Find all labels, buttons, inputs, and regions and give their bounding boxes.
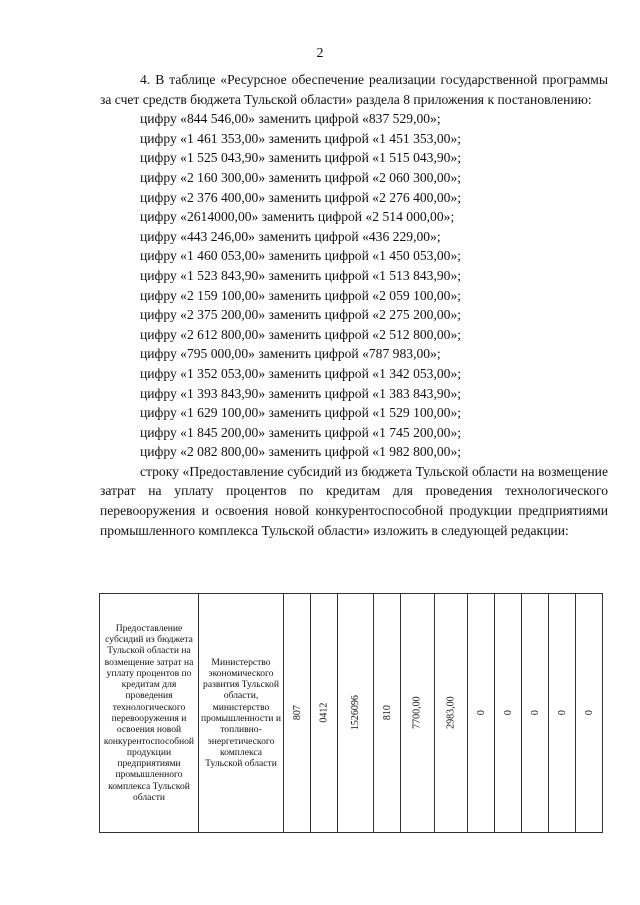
replacement-line: цифру «2 376 400,00» заменить цифрой «2 276 400,00»; bbox=[140, 189, 462, 205]
replacement-line: цифру «1 460 053,00» заменить цифрой «1 450 053,00»; bbox=[140, 248, 462, 264]
replacement-line: цифру «1 461 353,00» заменить цифрой «1 451 353,00»; bbox=[140, 130, 462, 146]
replacement-line: цифру «844 546,00» заменить цифрой «837 529,00»; bbox=[140, 111, 441, 127]
replacement-line: цифру «1 352 053,00» заменить цифрой «1 342 053,00»; bbox=[140, 365, 462, 381]
intro-paragraph: 4. В таблице «Ресурсное обеспечение реализации государственной программы за счет средств бюджета Тульской области» раздела 8 приложения к постановлению: bbox=[100, 72, 608, 107]
code-cell bbox=[338, 594, 374, 833]
code-cell bbox=[311, 594, 338, 833]
program-name-cell bbox=[100, 594, 199, 833]
target-article-code: 1526096 bbox=[349, 695, 361, 731]
replacement-line: цифру «2 082 800,00» заменить цифрой «1 982 800,00»; bbox=[140, 444, 462, 460]
amount-cell bbox=[495, 594, 522, 833]
amount-value: 0 bbox=[475, 710, 487, 716]
section-code: 0412 bbox=[318, 702, 330, 723]
ministry-code: 807 bbox=[291, 705, 303, 721]
amount-value: 0 bbox=[529, 710, 541, 716]
amount-cell bbox=[401, 594, 435, 833]
executor-text: Министерство экономического развития Тульской области, министерство промышленности и топливно-энергетического комплекса Тульской области bbox=[201, 656, 281, 770]
amount-cell bbox=[434, 594, 468, 833]
closing-paragraph: строку «Предоставление субсидий из бюджета Тульской области на возмещение затрат на уплату процентов по кредитам для проведения технологического перевооружения и освоения новой конкурентоспособной продукции предприятиями промышленного комплекса Тульской области» изложить в следующей редакции: bbox=[100, 463, 608, 538]
amount-value: 7700,00 bbox=[411, 696, 423, 730]
replacement-line: цифру «1 629 100,00» заменить цифрой «1 529 100,00»; bbox=[140, 405, 462, 421]
replacement-line: цифру «2 612 800,00» заменить цифрой «2 512 800,00»; bbox=[140, 326, 462, 342]
amount-cell bbox=[468, 594, 495, 833]
replacement-line: цифру «2 159 100,00» заменить цифрой «2 059 100,00»; bbox=[140, 287, 462, 303]
amount-cell bbox=[576, 594, 603, 833]
replacement-line: цифру «1 523 843,90» заменить цифрой «1 513 843,90»; bbox=[140, 267, 462, 283]
replacement-line: цифру «795 000,00» заменить цифрой «787 983,00»; bbox=[140, 346, 441, 362]
amount-cell bbox=[522, 594, 549, 833]
amount-value: 0 bbox=[556, 710, 568, 716]
amount-value: 0 bbox=[502, 710, 514, 716]
replacement-line: цифру «1 525 043,90» заменить цифрой «1 515 043,90»; bbox=[140, 150, 462, 166]
code-cell bbox=[374, 594, 401, 833]
amount-value: 0 bbox=[583, 710, 595, 716]
amount-value: 2983,00 bbox=[445, 696, 457, 730]
expense-type-code: 810 bbox=[381, 705, 393, 721]
replacement-line: цифру «2614000,00» заменить цифрой «2 514 000,00»; bbox=[140, 209, 455, 225]
page-number: 2 bbox=[316, 46, 324, 61]
resource-table bbox=[99, 593, 603, 833]
replacement-line: цифру «2 375 200,00» заменить цифрой «2 275 200,00»; bbox=[140, 307, 462, 323]
replacement-line: цифру «1 393 843,90» заменить цифрой «1 383 843,90»; bbox=[140, 385, 462, 401]
program-name-text: Предоставление субсидий из бюджета Тульской области на возмещение затрат на уплату процентов по кредитам для проведения технологического перевооружения и освоения новой конкурентоспособной продукции предприятиями промышленного комплекса Тульской области bbox=[103, 622, 195, 804]
code-cell bbox=[284, 594, 311, 833]
replacement-line: цифру «1 845 200,00» заменить цифрой «1 745 200,00»; bbox=[140, 424, 462, 440]
amount-cell bbox=[549, 594, 576, 833]
replacement-line: цифру «443 246,00» заменить цифрой «436 229,00»; bbox=[140, 228, 441, 244]
replacement-line: цифру «2 160 300,00» заменить цифрой «2 060 300,00»; bbox=[140, 169, 462, 185]
document-body bbox=[100, 70, 608, 540]
table-row bbox=[100, 594, 603, 833]
executor-cell bbox=[199, 594, 284, 833]
